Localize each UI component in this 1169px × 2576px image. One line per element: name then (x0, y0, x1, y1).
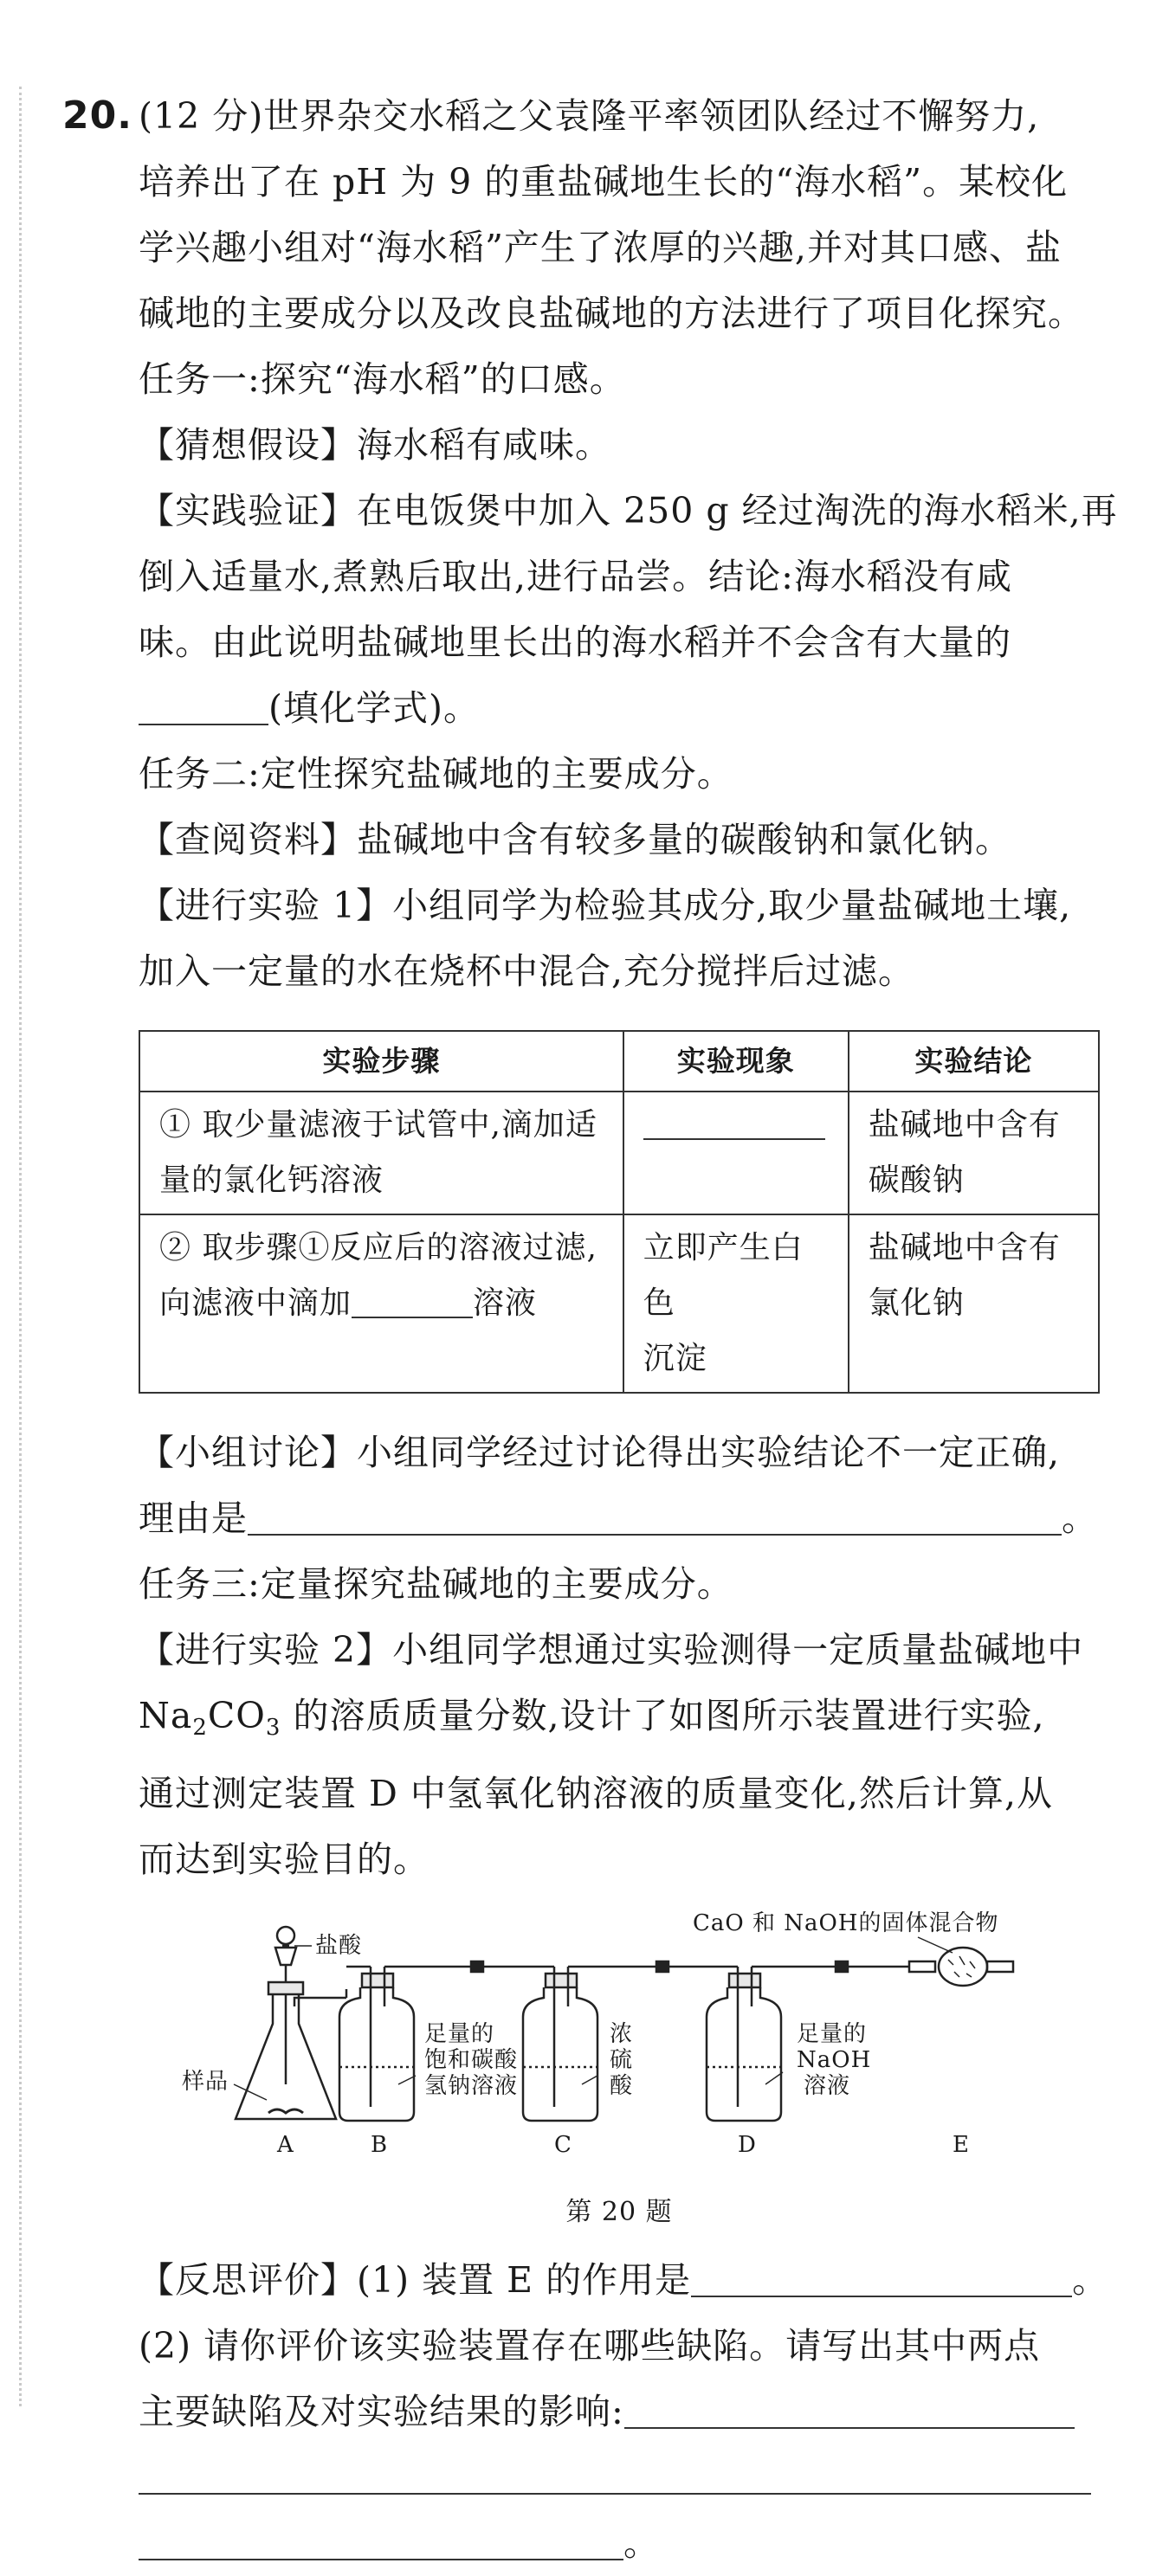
label-c-line3: 酸 (610, 2073, 634, 2099)
task1-practice-1: 【实践验证】在电饭煲中加入 250 g 经过淘洗的海水稻米,再 (139, 490, 1118, 531)
row1-step: ① 取少量滤液于试管中,滴加适 量的氯化钙溶液 (139, 1092, 623, 1214)
experiment-table (139, 1030, 1100, 1394)
row2-phenomenon: 立即产生白色 沉淀 (623, 1214, 849, 1393)
task1-fill-line: (填化学式)。 (62, 675, 1110, 741)
reflection-q2-line2: 主要缺陷及对实验结果的影响: (62, 2379, 1110, 2444)
label-acid: 盐酸 (315, 1933, 363, 1959)
table-row (139, 1092, 1099, 1214)
task2-reference: 【查阅资料】盐碱地中含有较多量的碳酸钠和氯化钠。 (139, 819, 1011, 860)
letter-e: E (953, 2132, 970, 2158)
label-b-line1: 足量的 (424, 2021, 495, 2047)
margin-dotted-line (19, 87, 22, 2406)
label-c-line2: 硫 (610, 2047, 634, 2073)
task2-experiment1-1: 【进行实验 1】小组同学为检验其成分,取少量盐碱地土壤, (139, 885, 1072, 926)
question-line-4: 碱地的主要成分以及改良盐碱地的方法进行了项目化探究。 (139, 293, 1084, 334)
letter-d: D (738, 2132, 757, 2158)
reagent-answer-blank[interactable] (352, 1282, 473, 1318)
label-d-line2: NaOH (797, 2047, 872, 2073)
task2-experiment1-2: 加入一定量的水在烧杯中混合,充分搅拌后过滤。 (139, 950, 915, 992)
phenomenon-answer-blank[interactable] (643, 1104, 825, 1140)
task2-discussion: 【小组讨论】小组同学经过讨论得出实验结论不一定正确, (139, 1432, 1061, 1473)
reflection-answer-line3: 。 (62, 2510, 1110, 2576)
task3-exp2-line2: $Na_2CO_3$ 的溶质质量分数,设计了如图所示装置进行实验, (139, 1695, 1045, 1741)
reflection-q2-line1: (2) 请你评价该实验装置存在哪些缺陷。请写出其中两点 (139, 2325, 1041, 2367)
figure-caption: 第 20 题 (565, 2197, 673, 2227)
task3-title: 任务三:定量探究盐碱地的主要成分。 (139, 1563, 733, 1605)
row2-step: ② 取步骤①反应后的溶液过滤, 向滤液中滴加 溶液 (139, 1214, 623, 1393)
row1-conclusion: 盐碱地中含有 碳酸钠 (849, 1092, 1099, 1214)
label-d-line1: 足量的 (797, 2021, 868, 2047)
task2-reason-line: 理由是 。 (139, 1497, 1098, 1539)
task1-hypothesis: 【猜想假设】海水稻有咸味。 (139, 424, 611, 466)
task1-practice-2: 倒入适量水,煮熟后取出,进行品尝。结论:海水稻没有咸 (139, 556, 1012, 597)
task3-exp2-line1: 【进行实验 2】小组同学想通过实验测得一定质量盐碱地中 (139, 1629, 1084, 1671)
letter-c: C (554, 2132, 572, 2158)
reason-answer-blank[interactable] (248, 1499, 1062, 1536)
device-e-answer-blank[interactable] (691, 2261, 1072, 2297)
label-d-line3: 溶液 (804, 2073, 851, 2099)
header-steps: 实验步骤 (139, 1031, 623, 1092)
reflection-q1-line: 【反思评价】(1) 装置 E 的作用是 。 (139, 2259, 1109, 2301)
apparatus-e-drying-tube (909, 1948, 1013, 1986)
defects-answer-blank-1[interactable] (624, 2392, 1075, 2429)
label-e: CaO 和 NaOH的固体混合物 (693, 1911, 999, 1936)
question-number: 20. (62, 93, 132, 138)
letter-a: A (277, 2132, 294, 2158)
task2-title: 任务二:定性探究盐碱地的主要成分。 (139, 753, 733, 795)
task3-exp2-line3: 通过测定装置 D 中氢氧化钠溶液的质量变化,然后计算,从 (139, 1773, 1054, 1814)
label-b-line3: 氢钠溶液 (424, 2073, 519, 2099)
table-header-row (139, 1031, 1099, 1092)
task1-title: 任务一:探究“海水稻”的口感。 (139, 358, 626, 400)
defects-answer-blank-2[interactable] (139, 2458, 1091, 2495)
table-row (139, 1214, 1099, 1393)
question-line-1: 20. (12 分)世界杂交水稻之父袁隆平率领团队经过不懈努力, (62, 83, 1110, 149)
letter-b: B (371, 2132, 389, 2158)
question-page (62, 83, 1118, 2576)
label-c-line1: 浓 (610, 2021, 634, 2047)
reflection-answer-line2 (62, 2444, 1110, 2510)
formula-answer-blank[interactable] (139, 689, 268, 725)
row1-phenomenon (623, 1092, 849, 1214)
question-line-3: 学兴趣小组对“海水稻”产生了浓厚的兴趣,并对其口感、盐 (139, 227, 1062, 268)
apparatus-diagram (139, 1911, 1100, 2162)
label-sample: 样品 (182, 2069, 229, 2095)
row2-conclusion: 盐碱地中含有 氯化钠 (849, 1214, 1099, 1393)
task1-practice-3: 味。由此说明盐碱地里长出的海水稻并不会含有大量的 (139, 621, 1011, 663)
defects-answer-blank-3[interactable] (139, 2524, 623, 2560)
header-conclusion: 实验结论 (849, 1031, 1099, 1092)
header-phenomenon: 实验现象 (623, 1031, 849, 1092)
question-line-2: 培养出了在 pH 为 9 的重盐碱地生长的“海水稻”。某校化 (139, 161, 1069, 203)
label-b-line2: 饱和碳酸 (424, 2047, 519, 2073)
task3-exp2-line4: 而达到实验目的。 (139, 1839, 429, 1880)
